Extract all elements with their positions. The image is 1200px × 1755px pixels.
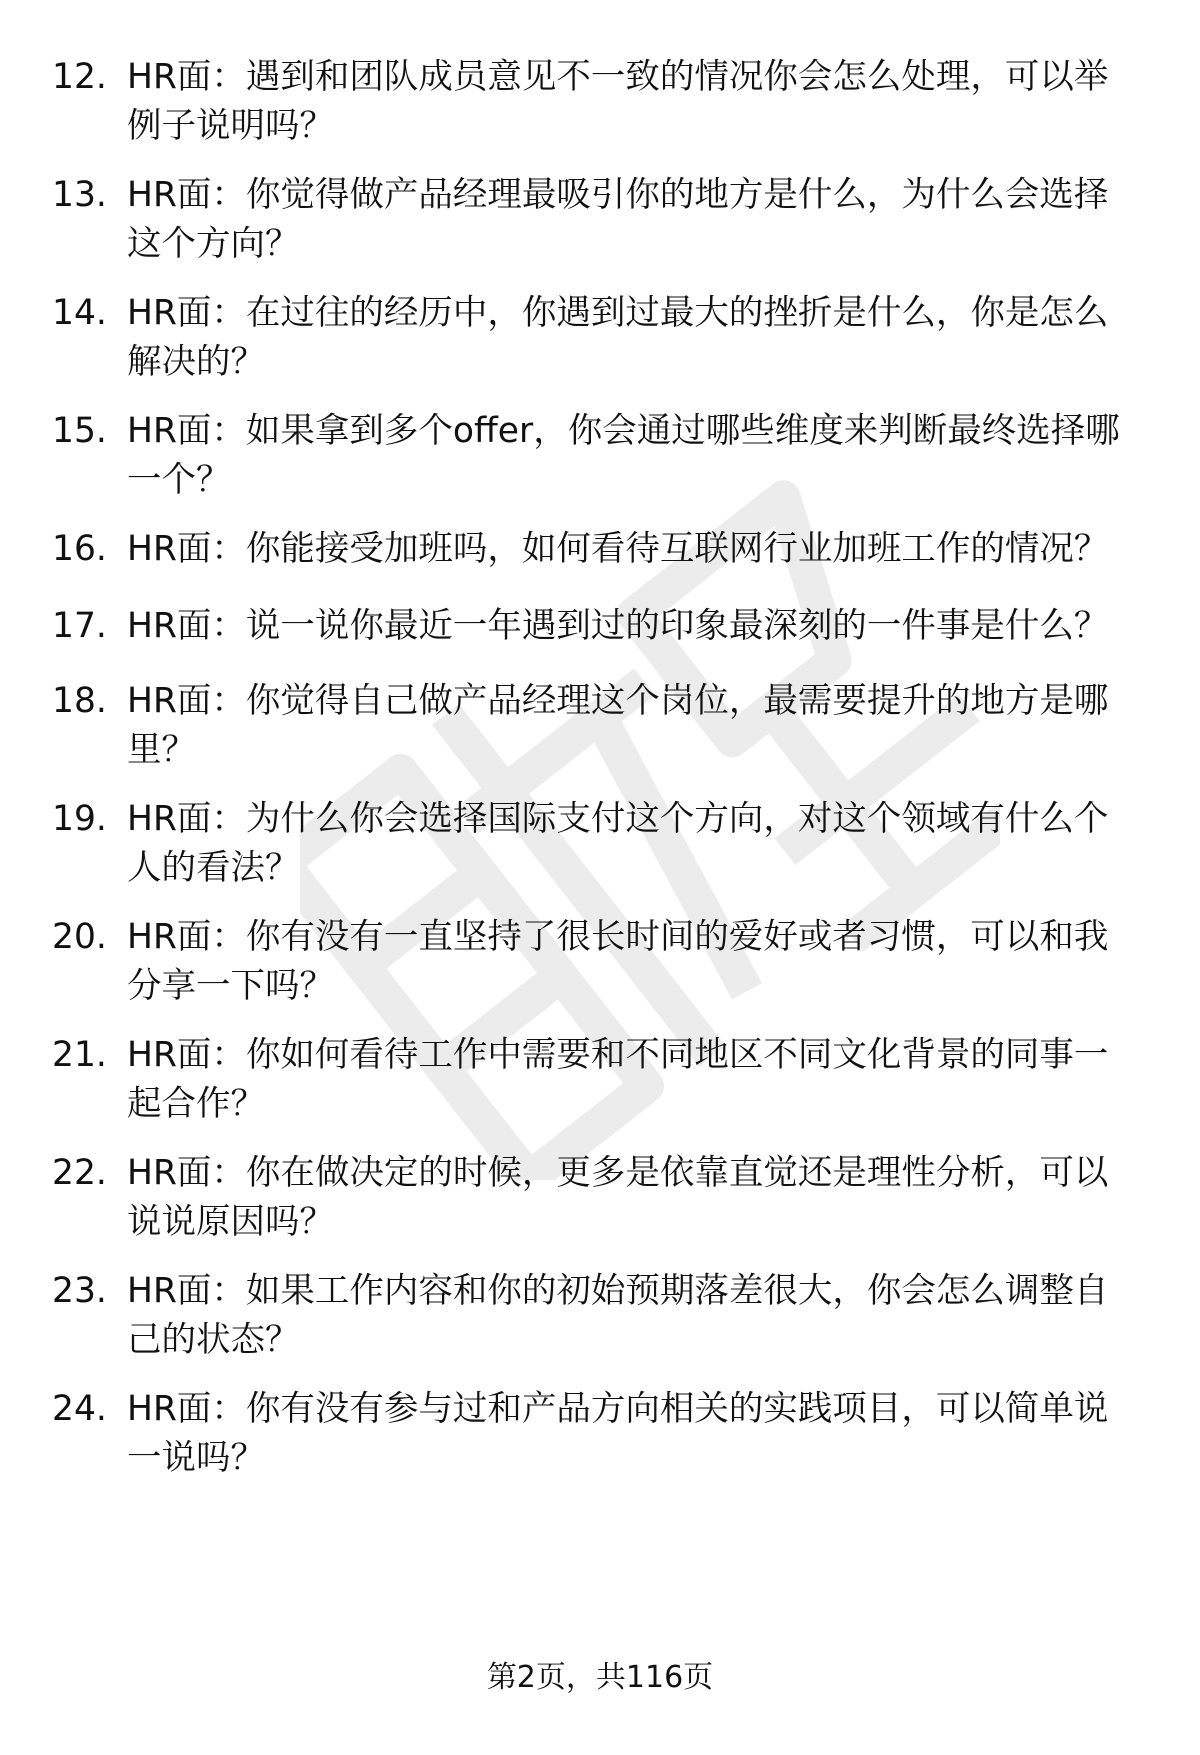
question-number: 19. bbox=[52, 799, 107, 839]
question-number: 22. bbox=[52, 1153, 107, 1193]
question-text: HR面：在过往的经历中，你遇到过最大的挫折是什么，你是怎么解决的？ bbox=[127, 293, 1109, 382]
question-number: 12. bbox=[52, 57, 107, 97]
question-text: HR面：你有没有参与过和产品方向相关的实践项目，可以简单说一说吗？ bbox=[127, 1389, 1109, 1478]
question-number: 17. bbox=[52, 606, 107, 646]
question-text: HR面：如果工作内容和你的初始预期落差很大，你会怎么调整自己的状态？ bbox=[127, 1271, 1109, 1360]
question-number: 13. bbox=[52, 175, 107, 215]
question-text: HR面：你在做决定的时候，更多是依靠直觉还是理性分析，可以说说原因吗？ bbox=[127, 1153, 1109, 1242]
page-number-footer: 第2页，共116页 bbox=[486, 1660, 714, 1695]
question-number: 16. bbox=[52, 529, 107, 569]
question-text: HR面：你觉得自己做产品经理这个岗位，最需要提升的地方是哪里？ bbox=[127, 681, 1109, 770]
question-text: HR面：遇到和团队成员意见不一致的情况你会怎么处理，可以举例子说明吗？ bbox=[127, 57, 1109, 146]
question-number: 23. bbox=[52, 1271, 107, 1311]
question-text: HR面：说一说你最近一年遇到过的印象最深刻的一件事是什么？ bbox=[127, 606, 1109, 646]
question-number: 21. bbox=[52, 1035, 107, 1075]
question-text: HR面：如果拿到多个offer，你会通过哪些维度来判断最终选择哪一个？ bbox=[127, 411, 1120, 500]
question-number: 24. bbox=[52, 1389, 107, 1429]
question-text: HR面：你有没有一直坚持了很长时间的爱好或者习惯，可以和我分享一下吗？ bbox=[127, 917, 1109, 1006]
question-number: 20. bbox=[52, 917, 107, 957]
question-text: HR面：你能接受加班吗，如何看待互联网行业加班工作的情况？ bbox=[127, 529, 1109, 569]
question-text: HR面：为什么你会选择国际支付这个方向，对这个领域有什么个人的看法？ bbox=[127, 799, 1109, 888]
question-number: 14. bbox=[52, 293, 107, 333]
question-text: HR面：你如何看待工作中需要和不同地区不同文化背景的同事一起合作？ bbox=[127, 1035, 1109, 1124]
question-number: 15. bbox=[52, 411, 107, 451]
question-text: HR面：你觉得做产品经理最吸引你的地方是什么，为什么会选择这个方向？ bbox=[127, 175, 1109, 264]
question-number: 18. bbox=[52, 681, 107, 721]
